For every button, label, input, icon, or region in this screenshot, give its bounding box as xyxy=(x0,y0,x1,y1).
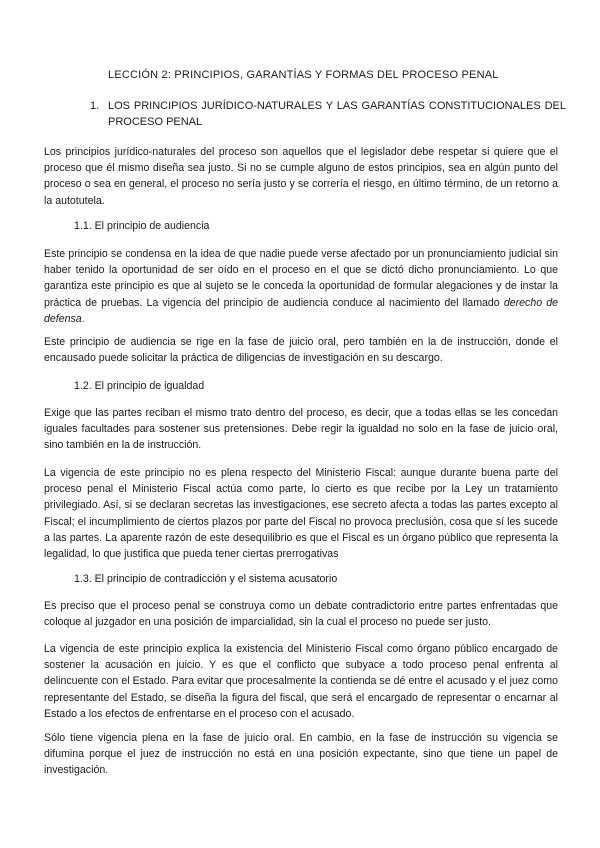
audiencia-block-1 xyxy=(44,246,558,327)
audiencia-p1-end: . xyxy=(81,312,85,325)
contradiccion-paragraph-1: Es preciso que el proceso penal se construya como un debate contradictorio entre partes enfrentadas que coloque al juzgador en una posición de imparcialidad, sin la cual el proceso no puede ser justo. xyxy=(44,600,558,629)
intro-paragraph-block xyxy=(44,144,558,209)
subheading-audiencia: 1.1. El principio de audiencia xyxy=(74,220,210,232)
audiencia-paragraph-1 xyxy=(44,246,558,327)
contradiccion-block-1 xyxy=(44,598,558,630)
contradiccion-paragraph-3: Sólo tiene vigencia plena en la fase de juicio oral. En cambio, en la fase de instrucción su vigencia se difumina porque el juez de instrucción no está en una posición expectante, sino que tiene un papel de investigación. xyxy=(44,732,558,777)
igualdad-paragraph-2: La vigencia de este principio no es plena respecto del Ministerio Fiscal: aunque durante buena parte del proceso penal el Ministerio Fiscal actúa como parte, lo cierto es que recibe por la Ley un tratamiento privilegiado. Así, si se declaran secretas las investigaciones, ese secreto afecta a todas las partes excepto al Fiscal; el incumplimiento de ciertos plazos por parte del Fiscal no provoca preclusión, cosa que sí les sucede a las partes. La aparente razón de este desequilibrio es que el Fiscal es un órgano público que representa la legalidad, lo que justifica que pueda tener ciertas prerrogativas xyxy=(44,467,558,561)
contradiccion-block-2 xyxy=(44,641,558,722)
igualdad-block-1 xyxy=(44,405,558,454)
contradiccion-paragraph-2: La vigencia de este principio explica la existencia del Ministerio Fiscal como órgano público encargado de sostener la acusación en juicio. Y es que el conflicto que subyace a todo proceso penal enfrenta al delincuente con el Estado. Para evitar que procesalmente la contienda se dé entre el acusado y el juez como representante del Estado, se diseña la figura del fiscal, que será el encargado de representar o encarnar al Estado a los efectos de enfrentarse en el proceso con el acusado. xyxy=(44,643,558,720)
intro-paragraph: Los principios jurídico-naturales del proceso son aquellos que el legislador debe respetar si quiere que el proceso que él mismo diseña sea justo. Si no se cumple alguno de estos principios, sea en algún punto del proceso o sea en general, el proceso no sería justo y se correría el riesgo, en último término, de un retorno a la autotutela. xyxy=(44,146,558,207)
igualdad-paragraph-1: Exige que las partes reciban el mismo trato dentro del proceso, es decir, que a todas ellas se les concedan iguales facultades para sostener sus pretensiones. Debe regir la igualdad no solo en la fase de juicio oral, sino también en la de instrucción. xyxy=(44,407,558,452)
section-number: 1. xyxy=(90,100,100,112)
audiencia-paragraph-2: Este principio de audiencia se rige en la fase de juicio oral, pero también en la de instrucción, donde el encausado puede solicitar la práctica de diligencias de investigación en su descargo. xyxy=(44,336,558,365)
subheading-igualdad: 1.2. El principio de igualdad xyxy=(74,380,205,392)
subheading-contradiccion: 1.3. El principio de contradicción y el sistema acusatorio xyxy=(74,573,338,585)
audiencia-block-2 xyxy=(44,334,558,366)
derecho-defensa-term: derecho de defensa xyxy=(44,296,559,325)
lesson-title: LECCIÓN 2: PRINCIPIOS, GARANTÍAS Y FORMAS DEL PROCESO PENAL xyxy=(108,69,499,81)
contradiccion-block-3 xyxy=(44,730,558,779)
section-title: LOS PRINCIPIOS JURÍDICO-NATURALES Y LAS GARANTÍAS CONSTITUCIONALES DEL PROCESO PENAL xyxy=(108,100,566,128)
igualdad-block-2 xyxy=(44,465,558,562)
audiencia-p1-text: Este principio se condensa en la idea de que nadie puede verse afectado por un pronunciamiento judicial sin haber tenido la oportunidad de ser oído en el proceso en el que se dictó dicho pronunciamiento. Lo que garantiza este principio es que al sujeto se le conceda la oportunidad de formular alegaciones y de instar la práctica de pruebas. La vigencia del principio de audiencia conduce al nacimiento del llamado xyxy=(44,248,558,309)
section-heading xyxy=(90,98,566,130)
